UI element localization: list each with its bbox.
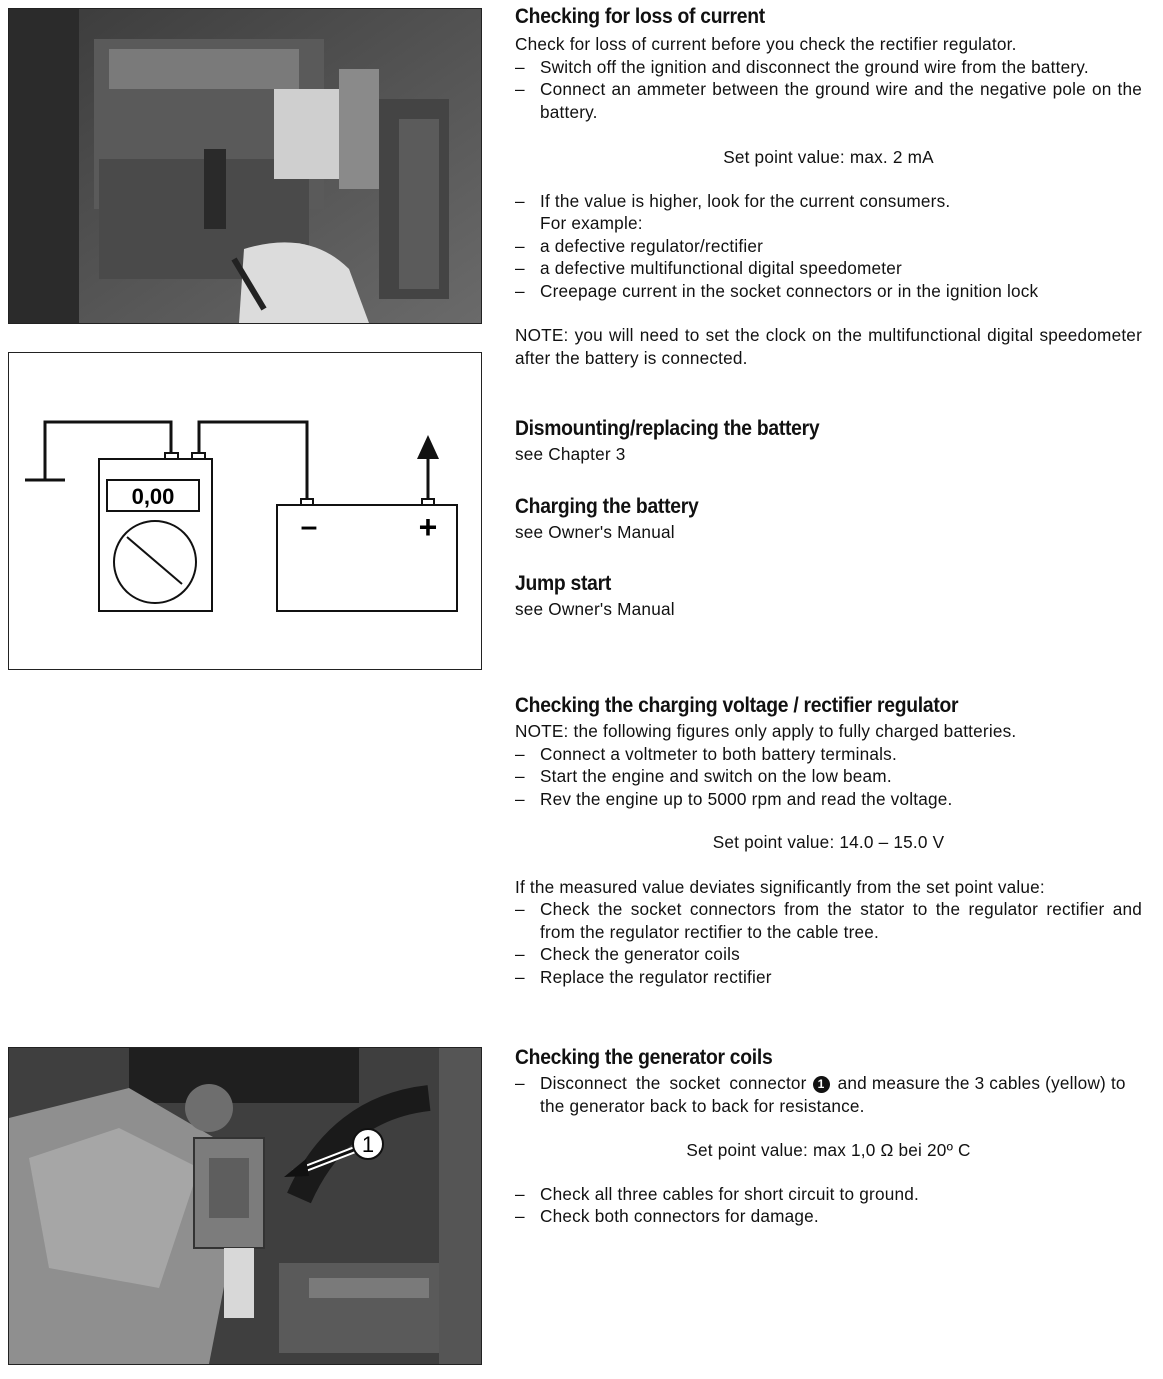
section-title: Checking the charging voltage / rectifier regulator (515, 694, 959, 717)
section-dismount-battery (515, 416, 1142, 466)
setpoint-value: Set point value: max 1,0 Ω bei 20º C (686, 1140, 971, 1160)
section-charging-voltage (515, 693, 1142, 988)
section-text: see Chapter 3 (515, 444, 626, 464)
list-item-text: If the value is higher, look for the current consumers. (540, 190, 951, 211)
list-item: – Check all three cables for short circuit to ground. (515, 1183, 1142, 1206)
battery-plus-sign: + (418, 509, 438, 545)
section-title: Checking for loss of current (515, 5, 765, 28)
battery-ammeter-photo (8, 8, 482, 324)
list-item-text: and measure the 3 cables (yellow) to the generator back to back for resistance. (540, 1073, 1126, 1116)
list-item: – Check the generator coils (515, 943, 1142, 966)
list-item: – a defective regulator/rectifier (515, 235, 1142, 258)
list-item: – Connect a voltmeter to both battery terminals. (515, 743, 1142, 766)
list-item: – Switch off the ignition and disconnect the ground wire from the battery. (515, 56, 1142, 79)
generator-coils-photo (8, 1047, 482, 1365)
step-list (515, 1072, 1142, 1117)
section-title: Checking the generator coils (515, 1046, 773, 1069)
section-intro: Check for loss of current before you check the rectifier regulator. (515, 34, 1017, 54)
setpoint-value: Set point value: 14.0 – 15.0 V (712, 832, 945, 852)
deviation-text: If the measured value deviates significantly from the set point value: (515, 876, 1045, 897)
section-title: Charging the battery (515, 495, 699, 518)
list-item-text: Disconnect the socket connector (540, 1073, 807, 1093)
section-text: see Owner's Manual (515, 599, 675, 619)
battery-minus-sign: – (300, 510, 318, 543)
section-title: Dismounting/replacing the battery (515, 417, 820, 440)
section-generator-coils (515, 1045, 1142, 1228)
list-item-example: For example: (540, 213, 643, 233)
ammeter-wiring-diagram (8, 352, 482, 670)
callout-number-1: 1 (361, 1132, 375, 1157)
list-item: – Start the engine and switch on the low beam. (515, 765, 1142, 788)
list-item: – Connect an ammeter between the ground wire and the negative pole on the battery. (515, 78, 1142, 123)
list-item (515, 190, 1142, 235)
step-list (515, 56, 1142, 124)
section-text: see Owner's Manual (515, 522, 675, 542)
meter-display-text: 0,00 (131, 484, 175, 509)
section-title: Jump start (515, 572, 612, 595)
section-charging-battery (515, 494, 1142, 544)
section-jump-start (515, 571, 1142, 621)
consumer-list (515, 190, 1142, 303)
callout-1-icon: 1 (813, 1076, 830, 1093)
setpoint-value: Set point value: max. 2 mA (723, 147, 934, 167)
list-item: – Creepage current in the socket connectors or in the ignition lock (515, 280, 1142, 303)
list-item: – a defective multifunctional digital speedometer (515, 257, 1142, 280)
section-loss-of-current (515, 4, 1142, 369)
check-list (515, 898, 1142, 988)
list-item: – Check the socket connectors from the stator to the regulator rectifier and from the regulator rectifier to the cable tree. (515, 898, 1142, 943)
list-item: – Check both connectors for damage. (515, 1205, 1142, 1228)
step-list (515, 743, 1142, 811)
list-item (515, 1072, 1142, 1117)
check-list (515, 1183, 1142, 1228)
note-text: NOTE: the following figures only apply to fully charged batteries. (515, 721, 1017, 741)
list-item: – Replace the regulator rectifier (515, 966, 1142, 989)
list-item: – Rev the engine up to 5000 rpm and read the voltage. (515, 788, 1142, 811)
note-text: NOTE: you will need to set the clock on the multifunctional digital speedometer after the battery is connected. (515, 325, 1142, 368)
